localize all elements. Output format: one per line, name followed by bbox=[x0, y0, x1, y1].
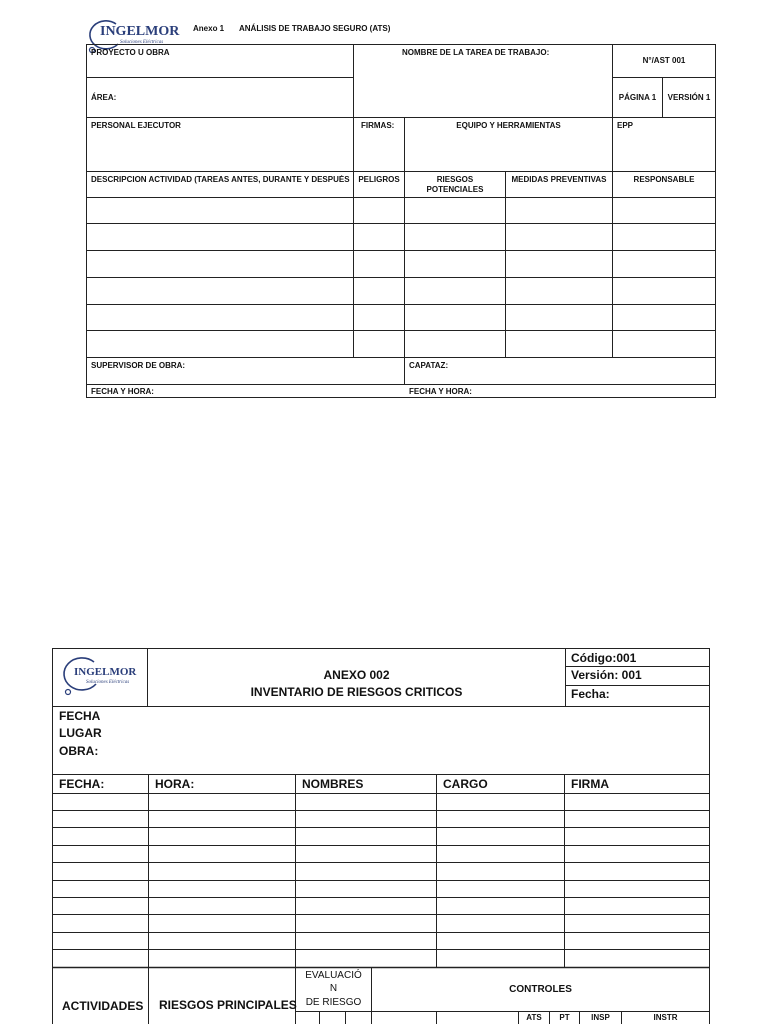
col-hora: HORA: bbox=[155, 777, 195, 791]
form-title: ANÁLISIS DE TRABAJO SEGURO (ATS) bbox=[239, 24, 391, 33]
info-lugar: LUGAR bbox=[59, 726, 102, 740]
annex-label: Anexo 1 bbox=[193, 24, 225, 33]
col-firma: FIRMA bbox=[571, 777, 609, 791]
field-version: Versión: 001 bbox=[571, 668, 642, 682]
col-pt: PT bbox=[559, 1013, 570, 1022]
col-evaluacion-3: DE RIESGO bbox=[305, 997, 362, 1008]
field-proyecto: PROYECTO U OBRA bbox=[91, 48, 170, 57]
col-riesgos-principales: RIESGOS PRINCIPALES bbox=[159, 998, 297, 1012]
col-evaluacion-2: N bbox=[329, 983, 338, 994]
logo-name: INGELMOR bbox=[74, 666, 137, 678]
info-fecha: FECHA bbox=[59, 709, 101, 723]
field-fecha-hora-2: FECHA Y HORA: bbox=[409, 387, 472, 396]
field-epp: EPP bbox=[617, 121, 634, 130]
form-title: INVENTARIO DE RIESGOS CRITICOS bbox=[250, 685, 463, 699]
logo-subtitle: Soluciones Eléctricas bbox=[86, 680, 130, 685]
field-equipo: EQUIPO Y HERRAMIENTAS bbox=[456, 121, 561, 130]
col-descripcion: DESCRIPCION ACTIVIDAD (TAREAS ANTES, DURANTE Y DESPUÉS bbox=[91, 175, 350, 184]
annex-label: ANEXO 002 bbox=[323, 668, 390, 682]
col-instr: INSTR bbox=[653, 1013, 678, 1022]
field-supervisor: SUPERVISOR DE OBRA: bbox=[91, 361, 186, 370]
form-inventario bbox=[0, 640, 768, 1024]
col-controles: CONTROLES bbox=[509, 984, 572, 995]
logo-2 bbox=[60, 654, 144, 700]
field-personal: PERSONAL EJECUTOR bbox=[91, 121, 181, 130]
form-ats bbox=[0, 0, 768, 400]
field-codigo: Código:001 bbox=[571, 651, 637, 665]
logo-name: INGELMOR bbox=[100, 24, 180, 39]
col-evaluacion-1: EVALUACIÓ bbox=[305, 970, 362, 981]
col-peligros: PELIGROS bbox=[358, 175, 400, 184]
field-version: VERSIÓN 1 bbox=[667, 93, 711, 102]
col-nombres: NOMBRES bbox=[302, 777, 364, 791]
col-fecha: FECHA: bbox=[59, 777, 105, 791]
field-area: ÁREA: bbox=[91, 93, 117, 102]
field-codigo: N°/AST 001 bbox=[642, 56, 686, 65]
field-firmas: FIRMAS: bbox=[361, 121, 395, 130]
col-medidas: MEDIDAS PREVENTIVAS bbox=[511, 175, 607, 184]
field-nombre-tarea: NOMBRE DE LA TAREA DE TRABAJO: bbox=[402, 48, 550, 57]
col-riesgos: RIESGOS POTENCIALES bbox=[426, 175, 484, 194]
logo-subtitle: Soluciones Eléctricas bbox=[120, 40, 164, 45]
field-pagina: PÁGINA 1 bbox=[618, 93, 657, 102]
col-responsable: RESPONSABLE bbox=[633, 175, 695, 184]
info-obra: OBRA: bbox=[59, 744, 99, 758]
col-ats: ATS bbox=[526, 1013, 542, 1022]
field-capataz: CAPATAZ: bbox=[409, 361, 449, 370]
field-fecha-hora-1: FECHA Y HORA: bbox=[91, 387, 154, 396]
col-insp: INSP bbox=[591, 1013, 610, 1022]
field-fecha: Fecha: bbox=[571, 687, 610, 701]
col-cargo: CARGO bbox=[443, 777, 488, 791]
col-actividades: ACTIVIDADES bbox=[62, 999, 144, 1013]
